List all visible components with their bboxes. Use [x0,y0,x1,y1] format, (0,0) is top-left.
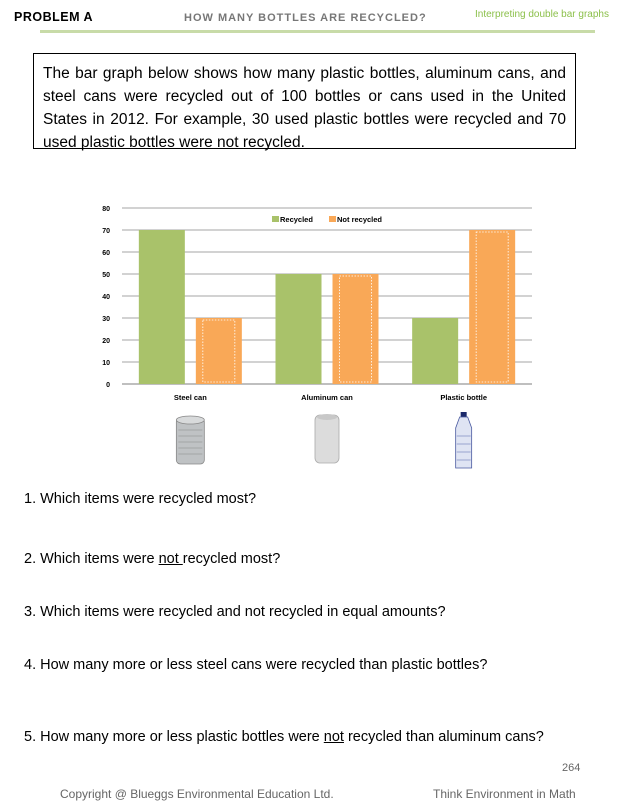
y-tick-label: 70 [102,228,110,235]
page-number: 264 [562,762,581,774]
y-tick-label: 0 [106,382,110,389]
series-name: Think Environment in Math [433,787,576,801]
legend-swatch [272,216,279,222]
worksheet-title: HOW MANY BOTTLES ARE RECYCLED? [184,12,427,24]
question-1: 1. Which items were recycled most? [24,491,257,507]
bar-recycled [276,274,322,384]
question-5: 5. How many more or less plastic bottles were not recycled than aluminum cans? [24,729,544,745]
question-4: 4. How many more or less steel cans were recycled than plastic bottles? [24,657,488,673]
steel-can-icon [176,416,204,464]
intro-box: The bar graph below shows how many plastic bottles, aluminum cans, and steel cans were recycled out of 100 bottles or cans used in the United States in 2012. For example, 30 used plastic bottles were recycled and 70 used plastic bottles were not recycled. [33,53,576,149]
topic-label: Interpreting double bar graphs [475,9,609,20]
x-category-label: Aluminum can [301,393,353,402]
problem-label: PROBLEM A [14,10,94,24]
y-tick-label: 60 [102,250,110,257]
copyright: Copyright @ Blueggs Environmental Education Ltd. [60,787,334,801]
y-tick-label: 30 [102,316,110,323]
y-tick-label: 40 [102,294,110,301]
y-tick-label: 20 [102,338,110,345]
y-tick-label: 80 [102,206,110,213]
legend-label: Not recycled [337,215,383,224]
legend-swatch [329,216,336,222]
bar-recycled [412,318,458,384]
x-category-label: Steel can [173,393,207,402]
plastic-bottle-icon [456,412,472,468]
y-tick-label: 50 [102,272,110,279]
question-2: 2. Which items were not recycled most? [24,551,281,567]
bar-recycled [139,230,185,384]
x-category-label: Plastic bottle [440,393,488,402]
question-3: 3. Which items were recycled and not recycled in equal amounts? [24,604,446,620]
legend-label: Recycled [280,215,313,224]
y-tick-label: 10 [102,360,110,367]
aluminum-can-icon [315,414,339,463]
